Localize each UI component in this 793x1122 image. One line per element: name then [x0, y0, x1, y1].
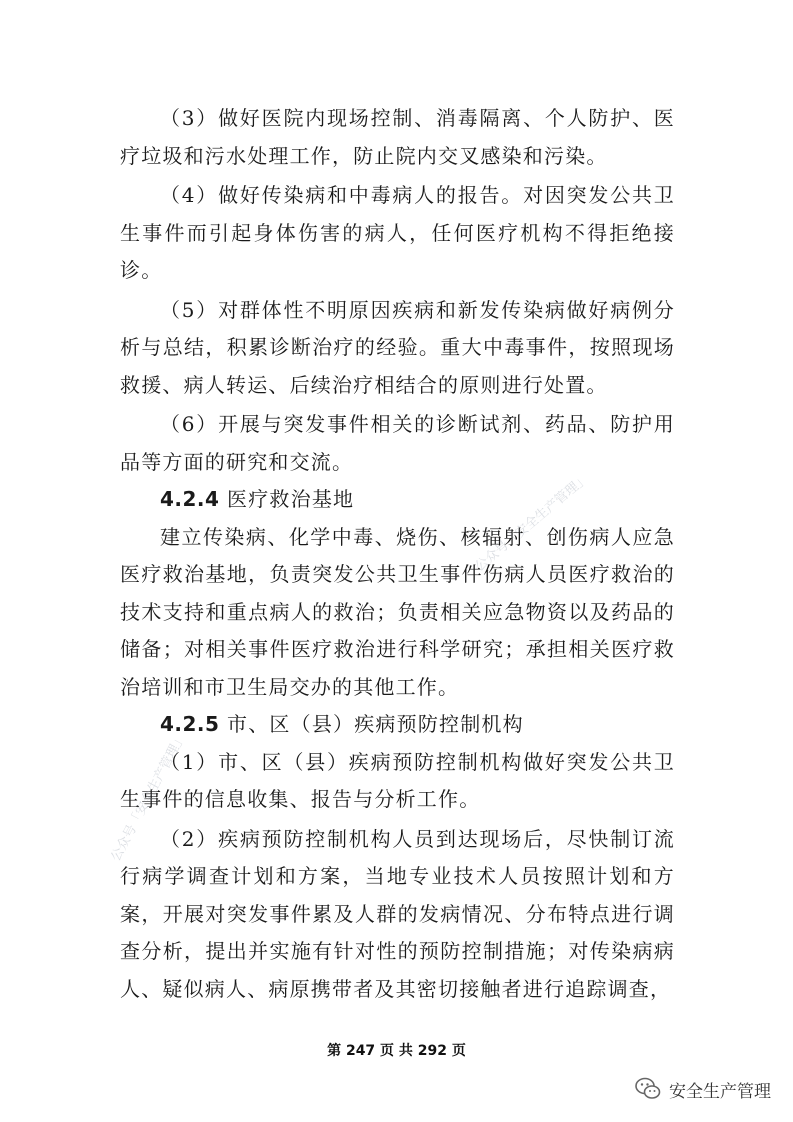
watermark: 公众号「安全生产管理」: [472, 471, 592, 575]
section-number: 4.2.4: [160, 487, 220, 511]
paragraph-6: （6）开展与突发事件相关的诊断试剂、药品、防护用品等方面的研究和交流。: [120, 412, 675, 474]
brand-badge: [635, 1076, 771, 1102]
paragraph-5: （5）对群体性不明原因疾病和新发传染病做好病例分析与总结，积累诊断治疗的经验。重大中毒事件，按照现场救援、病人转运、后续治疗相结合的原则进行处置。: [120, 297, 675, 397]
wechat-icon: [635, 1076, 661, 1102]
section-424-text: 建立传染病、化学中毒、烧伤、核辐射、创伤病人应急医疗救治基地，负责突发公共卫生事件伤病人员医疗救治的技术支持和重点病人的救治；负责相关应急物资以及药品的储备；对相关事件医疗救治进行科学研究；承担相关医疗救治培训和市卫生局交办的其他工作。: [120, 524, 675, 699]
section-heading-425: [120, 706, 675, 744]
page-footer: 第 247 页 共 292 页: [327, 1043, 466, 1059]
paragraph-4: （4）做好传染病和中毒病人的报告。对因突发公共卫生事件而引起身体伤害的病人，任何医疗机构不得拒绝接诊。: [120, 183, 675, 282]
section-title: 医疗救治基地: [227, 487, 355, 511]
paragraph-3: （3）做好医院内现场控制、消毒隔离、个人防护、医疗垃圾和污水处理工作，防止院内交叉感染和污染。: [120, 106, 675, 168]
section-title: 市、区（县）疾病预防控制机构: [227, 712, 524, 736]
section-425-item-1: （1）市、区（县）疾病预防控制机构做好突发公共卫生事件的信息收集、报告与分析工作。: [120, 749, 675, 811]
brand-name: 安全生产管理: [669, 1081, 771, 1102]
section-heading-424: [120, 481, 675, 519]
section-number: 4.2.5: [160, 712, 220, 736]
document-body: [120, 100, 675, 1008]
section-425-item-2: （2）疾病预防控制机构人员到达现场后，尽快制订流行病学调查计划和方案，当地专业技术人员按照计划和方案，开展对突发事件累及人群的发病情况、分布特点进行调查分析，提出并实施有针对性的预防控制措施；对传染病病人、疑似病人、病原携带者及其密切接触者进行追踪调查，: [120, 826, 675, 1001]
watermark: 公众号「安全生产管理」: [108, 730, 189, 864]
